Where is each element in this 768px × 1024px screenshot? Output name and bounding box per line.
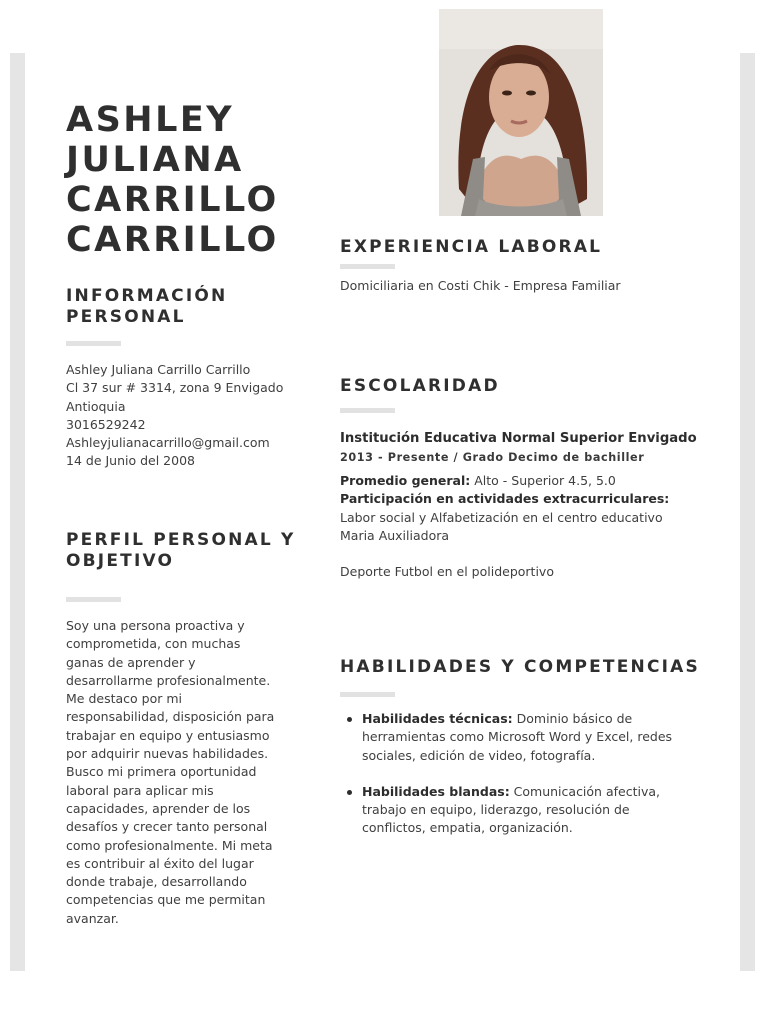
extracurricular-label: Participación en actividades extracurriculares: (340, 491, 670, 507)
personal-info-heading (66, 286, 227, 328)
average-value: Alto - Superior 4.5, 5.0 (470, 473, 616, 488)
profile-line: comprometida, con muchas (66, 636, 241, 652)
left-border-bar (10, 53, 25, 971)
right-border-bar (740, 53, 755, 971)
profile-line: desafíos y crecer tanto personal (66, 819, 268, 835)
activity-1-line-2: Maria Auxiliadora (340, 527, 450, 543)
education-heading: ESCOLARIDAD (340, 376, 500, 396)
personal-info-heading-line-2: PERSONAL (66, 307, 186, 327)
profile-line: Soy una persona proactiva y (66, 618, 245, 633)
profile-line: Me destaco por mi (66, 691, 182, 707)
skill-technical-text: Dominio básico de (512, 711, 633, 726)
skill-soft-text: Comunicación afectiva, (509, 783, 660, 799)
skill-soft-line-3: conflictos, empatia, organización. (362, 820, 573, 836)
institution-name: Institución Educativa Normal Superior Envigado (340, 431, 697, 446)
name-line-4: CARRILLO (66, 220, 279, 260)
experience-item: Domiciliaria en Costi Chik - Empresa Familiar (340, 278, 621, 293)
profile-heading-line-1: PERFIL PERSONAL Y (66, 530, 296, 550)
experience-heading: EXPERIENCIA LABORAL (340, 237, 603, 257)
skill-technical-line-3: sociales, edición de video, fotografía. (362, 747, 596, 763)
candidate-name (66, 100, 326, 260)
profile-photo (439, 9, 603, 216)
education-block (340, 431, 720, 581)
skill-technical-line-1 (362, 710, 700, 728)
profile-line: Busco mi primera oportunidad (66, 764, 257, 780)
profile-line: trabajar en equipo y entusiasmo (66, 727, 270, 743)
profile-line: responsabilidad, disposición para (66, 709, 275, 725)
address-line-1: Cl 37 sur # 3314, zona 9 Envigado (66, 380, 284, 396)
name-line-2: JULIANA (66, 140, 244, 180)
profile-line: ganas de aprender y (66, 654, 196, 670)
phone-number: 3016529242 (66, 416, 146, 432)
skill-soft (340, 783, 700, 838)
skill-technical-line-2: herramientas como Microsoft Word y Excel, redes (362, 729, 673, 745)
skills-list (340, 710, 700, 856)
profile-heading (66, 530, 296, 572)
skills-heading: HABILIDADES Y COMPETENCIAS (340, 657, 700, 677)
profile-text (66, 617, 298, 928)
full-name: Ashley Juliana Carrillo Carrillo (66, 362, 251, 377)
average-label: Promedio general: (340, 473, 471, 488)
profile-line: competencias que me permitan (66, 892, 266, 908)
personal-info-divider (66, 341, 121, 346)
profile-line: es contribuir al éxito del lugar (66, 855, 254, 871)
name-line-1: ASHLEY (66, 100, 235, 140)
education-period: 2013 - Presente / Grado Decimo de bachiller (340, 451, 645, 464)
skills-divider (340, 692, 395, 697)
profile-line: avanzar. (66, 910, 119, 926)
email-address: Ashleyjulianacarrillo@gmail.com (66, 435, 270, 451)
activity-2: Deporte Futbol en el polideportivo (340, 564, 554, 580)
skill-soft-label: Habilidades blandas: (362, 783, 510, 799)
personal-info-heading-line-1: INFORMACIÓN (66, 286, 228, 306)
skill-technical-label: Habilidades técnicas: (362, 711, 513, 726)
profile-line: desarrollarme profesionalmente. (66, 672, 271, 688)
skill-soft-line-1 (362, 783, 700, 801)
profile-line: por adquirir nuevas habilidades. (66, 746, 269, 762)
activity-1-line-1: Labor social y Alfabetización en el centro educativo (340, 509, 663, 525)
education-divider (340, 408, 395, 413)
profile-heading-line-2: OBJETIVO (66, 551, 175, 571)
profile-line: capacidades, aprender de los (66, 800, 251, 816)
average-line (340, 472, 720, 490)
profile-line: como profesionalmente. Mi meta (66, 837, 273, 853)
skill-technical (340, 710, 700, 765)
profile-line: donde trabaje, desarrollando (66, 874, 247, 890)
profile-divider (66, 597, 121, 602)
skill-soft-line-2: trabajo en equipo, liderazgo, resolución de (362, 802, 630, 818)
experience-divider (340, 264, 395, 269)
personal-info-block (66, 361, 306, 471)
profile-line: laboral para aplicar mis (66, 782, 214, 798)
address-line-2: Antioquia (66, 398, 126, 414)
birth-date: 14 de Junio del 2008 (66, 453, 195, 469)
name-line-3: CARRILLO (66, 180, 279, 220)
